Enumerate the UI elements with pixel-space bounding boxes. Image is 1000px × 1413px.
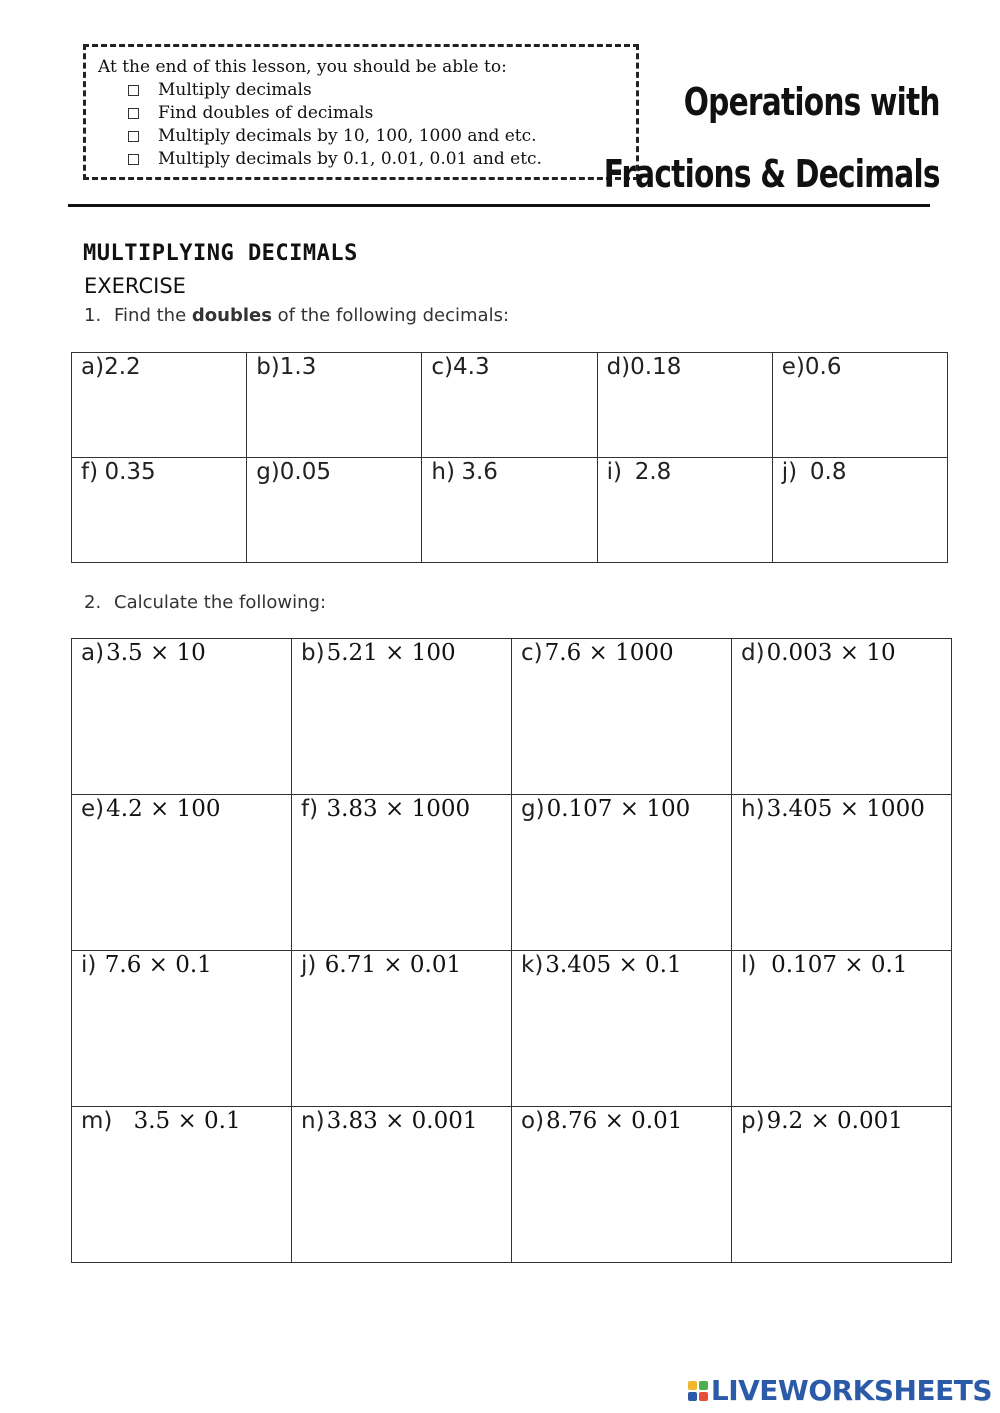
section-heading: MULTIPLYING DECIMALS <box>83 241 358 266</box>
header-divider <box>68 204 930 207</box>
answer-cell[interactable]: l) 0.107 × 0.1 <box>732 951 952 1107</box>
answer-cell[interactable]: p)9.2 × 0.001 <box>732 1107 952 1263</box>
answer-cell[interactable]: o)8.76 × 0.01 <box>512 1107 732 1263</box>
table-row <box>72 1107 952 1263</box>
checkbox-icon <box>128 131 139 142</box>
logo-square-icon <box>688 1381 697 1390</box>
checkbox-icon <box>128 85 139 96</box>
checkbox-icon <box>128 108 139 119</box>
question-number: 1. <box>84 305 102 326</box>
answer-cell[interactable]: b)5.21 × 100 <box>292 639 512 795</box>
liveworksheets-logo <box>688 1374 992 1407</box>
answer-cell[interactable]: k)3.405 × 0.1 <box>512 951 732 1107</box>
answer-cell[interactable]: i) 7.6 × 0.1 <box>72 951 292 1107</box>
calculation-table <box>71 638 952 1263</box>
answer-cell[interactable]: j) 0.8 <box>772 458 947 563</box>
exercise-heading: EXERCISE <box>84 274 186 298</box>
table-row <box>72 353 948 458</box>
logo-text: LIVEWORKSHEETS <box>710 1374 992 1407</box>
answer-cell[interactable]: b)1.3 <box>247 353 422 458</box>
answer-cell[interactable]: a)2.2 <box>72 353 247 458</box>
answer-cell[interactable]: i) 2.8 <box>597 458 772 563</box>
answer-cell[interactable]: c)7.6 × 1000 <box>512 639 732 795</box>
objective-item: Multiply decimals by 0.1, 0.01, 0.01 and etc. <box>128 148 636 171</box>
answer-cell[interactable]: j) 6.71 × 0.01 <box>292 951 512 1107</box>
answer-cell[interactable]: g)0.05 <box>247 458 422 563</box>
objective-item: Find doubles of decimals <box>128 102 636 125</box>
answer-cell[interactable]: f) 0.35 <box>72 458 247 563</box>
doubles-table <box>71 352 948 563</box>
answer-cell[interactable]: n)3.83 × 0.001 <box>292 1107 512 1263</box>
objective-item: Multiply decimals <box>128 79 636 102</box>
learning-objectives-box <box>83 44 639 180</box>
answer-cell[interactable]: h) 3.6 <box>422 458 597 563</box>
emphasis-doubles: doubles <box>191 305 272 326</box>
answer-cell[interactable]: d)0.003 × 10 <box>732 639 952 795</box>
answer-cell[interactable]: a)3.5 × 10 <box>72 639 292 795</box>
question-1-prompt: 1. Find the doubles of the following decimals: <box>84 305 510 326</box>
objective-item: Multiply decimals by 10, 100, 1000 and etc. <box>128 125 636 148</box>
answer-cell[interactable]: h)3.405 × 1000 <box>732 795 952 951</box>
answer-cell[interactable]: g)0.107 × 100 <box>512 795 732 951</box>
answer-cell[interactable]: e)0.6 <box>772 353 947 458</box>
table-row <box>72 951 952 1107</box>
title-line-2: Fractions & Decimals <box>604 152 940 196</box>
question-number: 2. <box>84 592 102 613</box>
checkbox-icon <box>128 154 139 165</box>
answer-cell[interactable]: e)4.2 × 100 <box>72 795 292 951</box>
table-row <box>72 795 952 951</box>
answer-cell[interactable]: f) 3.83 × 1000 <box>292 795 512 951</box>
logo-square-icon <box>699 1392 708 1401</box>
logo-square-icon <box>699 1381 708 1390</box>
logo-square-icon <box>688 1392 697 1401</box>
table-row <box>72 639 952 795</box>
answer-cell[interactable]: d)0.18 <box>597 353 772 458</box>
answer-cell[interactable]: c)4.3 <box>422 353 597 458</box>
liveworksheets-logo-icon <box>688 1381 708 1401</box>
objectives-intro: At the end of this lesson, you should be able to: <box>98 57 507 77</box>
objectives-list <box>98 79 636 171</box>
question-2-prompt: 2. Calculate the following: <box>84 592 327 613</box>
answer-cell[interactable]: m) 3.5 × 0.1 <box>72 1107 292 1263</box>
table-row <box>72 458 948 563</box>
worksheet-title <box>604 66 940 210</box>
title-line-1: Operations with <box>683 80 940 124</box>
